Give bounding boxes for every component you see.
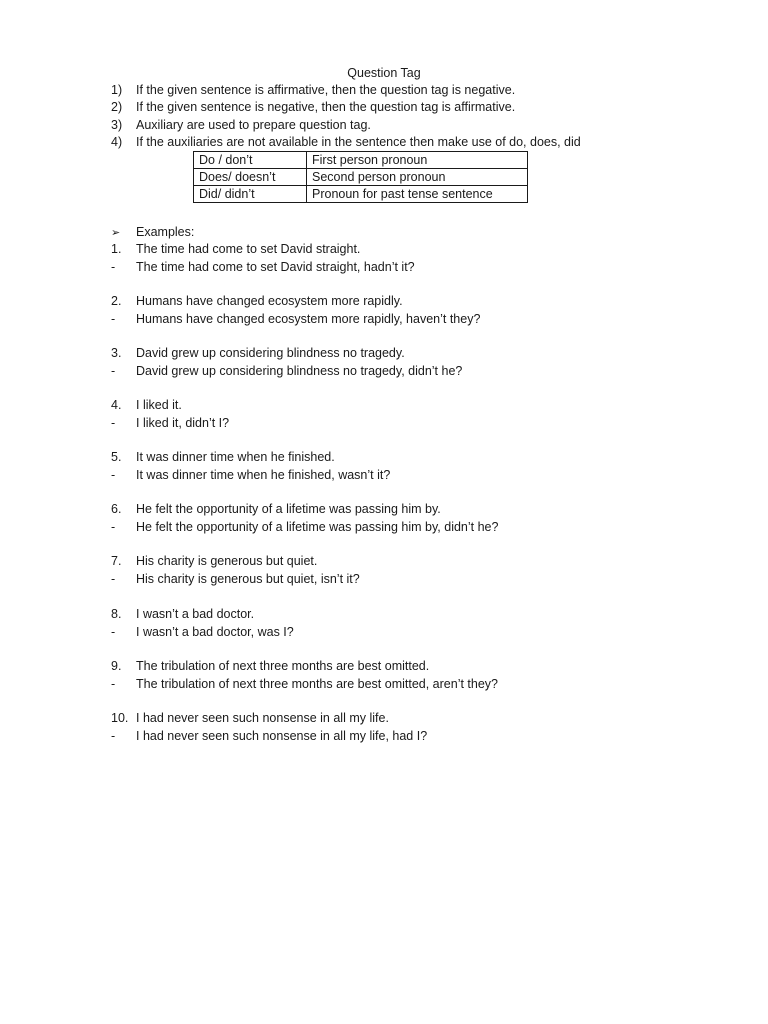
rule-text: If the given sentence is negative, then the question tag is affirmative. [136, 100, 516, 115]
example-sentence [111, 553, 360, 571]
example-tagged [111, 467, 390, 485]
table-row [194, 169, 528, 186]
example-sentence [111, 241, 415, 259]
example-tagged [111, 259, 415, 277]
dash-marker: - [111, 467, 116, 482]
auxiliary-cell: Did/ didn’t [194, 186, 307, 203]
example-item [111, 501, 498, 536]
table-row [194, 152, 528, 169]
sentence-text: It was dinner time when he finished. [136, 450, 335, 464]
sentence-text: I wasn’t a bad doctor. [136, 607, 255, 621]
tagged-text: David grew up considering blindness no tragedy, didn’t he? [136, 363, 463, 378]
rule-text: Auxiliary are used to prepare question tag. [136, 117, 371, 132]
sentence-text: I had never seen such nonsense in all my life. [136, 711, 389, 725]
dash-marker: - [111, 363, 116, 378]
examples-heading [111, 224, 194, 242]
dash-marker: - [111, 728, 116, 743]
example-sentence [111, 710, 427, 728]
example-item [111, 293, 480, 328]
example-number: 9. [111, 659, 122, 673]
dash-marker: - [111, 676, 116, 691]
example-sentence [111, 293, 480, 311]
example-number: 1. [111, 242, 122, 256]
dash-marker: - [111, 259, 116, 274]
rule-list [111, 82, 581, 151]
rule-item [111, 117, 581, 134]
examples-heading-text: Examples: [136, 225, 195, 239]
example-tagged [111, 519, 498, 537]
example-tagged [111, 415, 229, 433]
example-sentence [111, 606, 294, 624]
example-tagged [111, 676, 498, 694]
example-tagged [111, 728, 427, 746]
example-tagged [111, 571, 360, 589]
auxiliary-cell: Does/ doesn’t [194, 169, 307, 186]
rule-item [111, 82, 581, 99]
example-item [111, 241, 415, 276]
sentence-text: The tribulation of next three months are best omitted. [136, 659, 430, 673]
tagged-text: His charity is generous but quiet, isn’t it? [136, 571, 360, 586]
sentence-text: He felt the opportunity of a lifetime was passing him by. [136, 502, 441, 516]
arrow-bullet-icon: ➢ [111, 227, 121, 239]
example-number: 5. [111, 450, 122, 464]
rule-text: If the auxiliaries are not available in the sentence then make use of do, does, did [136, 134, 581, 149]
example-sentence [111, 449, 390, 467]
example-number: 3. [111, 346, 122, 360]
sentence-text: His charity is generous but quiet. [136, 554, 318, 568]
tagged-text: The tribulation of next three months are best omitted, aren’t they? [136, 676, 499, 691]
example-tagged [111, 363, 462, 381]
auxiliary-cell: Do / don’t [194, 152, 307, 169]
rule-number: 1) [111, 83, 123, 97]
example-tagged [111, 311, 480, 329]
rule-text: If the given sentence is affirmative, then the question tag is negative. [136, 83, 516, 97]
pronoun-cell: Second person pronoun [307, 169, 528, 186]
dash-marker: - [111, 571, 116, 586]
tagged-text: I liked it, didn’t I? [136, 415, 230, 430]
tagged-text: I had never seen such nonsense in all my life, had I? [136, 728, 428, 743]
example-sentence [111, 345, 462, 363]
example-sentence [111, 397, 229, 415]
sentence-text: Humans have changed ecosystem more rapidly. [136, 294, 403, 308]
dash-marker: - [111, 519, 116, 534]
example-item [111, 658, 498, 693]
example-item [111, 345, 462, 380]
example-tagged [111, 624, 294, 642]
tagged-text: Humans have changed ecosystem more rapidly, haven’t they? [136, 311, 481, 326]
tagged-text: He felt the opportunity of a lifetime was passing him by, didn’t he? [136, 519, 499, 534]
example-number: 8. [111, 607, 122, 621]
example-item [111, 553, 360, 588]
rule-number: 3) [111, 117, 123, 132]
tagged-text: The time had come to set David straight, hadn’t it? [136, 259, 415, 274]
rule-item [111, 99, 581, 116]
example-item [111, 606, 294, 641]
table-row [194, 186, 528, 203]
rule-number: 2) [111, 100, 123, 115]
example-item [111, 710, 427, 745]
example-item [111, 449, 390, 484]
auxiliary-table [193, 151, 528, 203]
dash-marker: - [111, 311, 116, 326]
example-sentence [111, 658, 498, 676]
tagged-text: It was dinner time when he finished, wasn’t it? [136, 467, 391, 482]
example-item [111, 397, 229, 432]
pronoun-cell: First person pronoun [307, 152, 528, 169]
dash-marker: - [111, 624, 116, 639]
page-title: Question Tag [347, 66, 421, 80]
tagged-text: I wasn’t a bad doctor, was I? [136, 624, 294, 639]
example-number: 6. [111, 502, 122, 516]
example-sentence [111, 501, 498, 519]
example-number: 4. [111, 398, 122, 412]
rule-item [111, 134, 581, 151]
sentence-text: I liked it. [136, 398, 182, 412]
sentence-text: The time had come to set David straight. [136, 242, 361, 256]
example-number: 7. [111, 554, 122, 568]
rule-number: 4) [111, 134, 123, 149]
sentence-text: David grew up considering blindness no tragedy. [136, 346, 405, 360]
example-number: 10. [111, 711, 129, 725]
dash-marker: - [111, 415, 116, 430]
pronoun-cell: Pronoun for past tense sentence [307, 186, 528, 203]
example-number: 2. [111, 294, 122, 308]
